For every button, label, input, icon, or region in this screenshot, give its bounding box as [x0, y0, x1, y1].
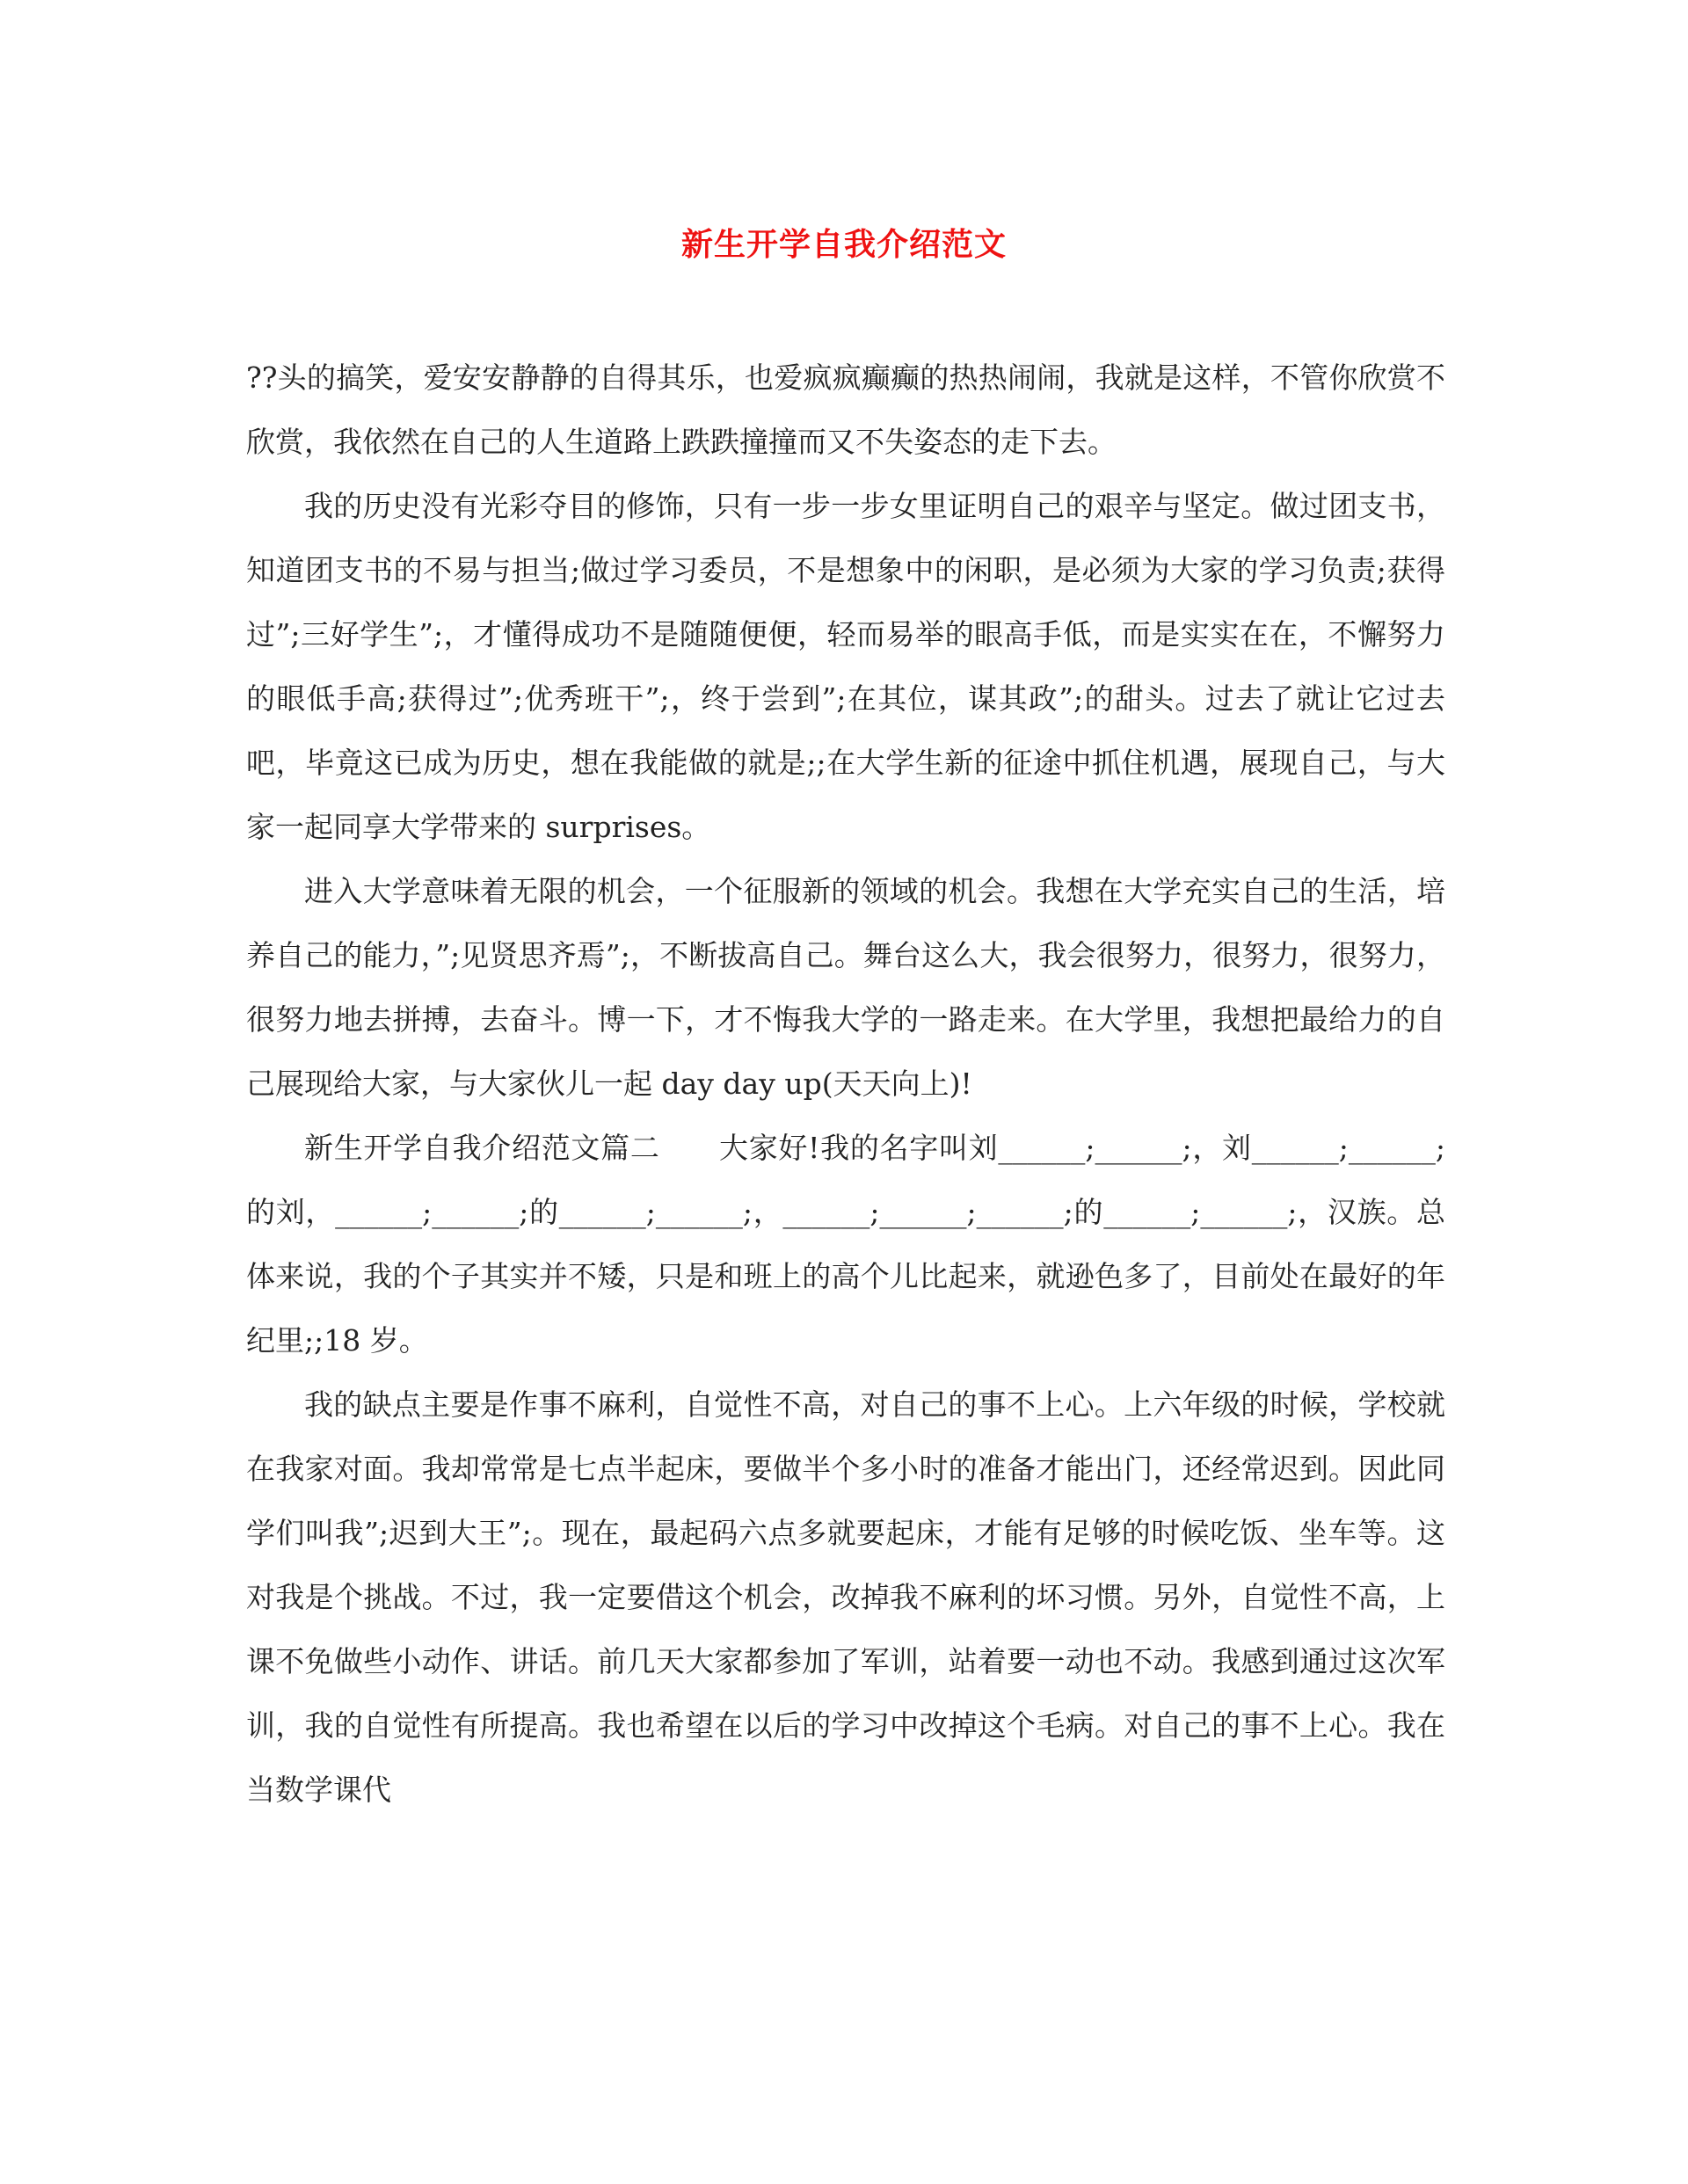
paragraph-1: ??头的搞笑，爱安安静静的自得其乐，也爱疯疯癫癫的热热闹闹，我就是这样，不管你欣赏不欣赏，我依然在自己的人生道路上跌跌撞撞而又不失姿态的走下去。 [246, 360, 1445, 459]
paragraph-2: 我的历史没有光彩夺目的修饰，只有一步一步女里证明自己的艰辛与坚定。做过团支书，知道团支书的不易与担当;做过学习委员，不是想象中的闲职，是必须为大家的学习负责;获得过”;三好学生”;，才懂得成功不是随随便便，轻而易举的眼高手低，而是实实在在，不懈努力的眼低手高;获得过”;优秀班干”;，终于尝到”;在其位，谋其政”;的甜头。过去了就让它过去吧，毕竟这已成为历史，想在我能做的就是;;在大学生新的征途中抓住机遇，展现自己，与大家一起同享大学带来的 surprises。 [246, 489, 1445, 844]
document-body [246, 346, 1445, 1822]
paragraph-3: 进入大学意味着无限的机会，一个征服新的领域的机会。我想在大学充实自己的生活，培养自己的能力，”;见贤思齐焉”;，不断拔高自己。舞台这么大，我会很努力，很努力，很努力，很努力地去拼搏，去奋斗。博一下，才不悔我大学的一路走来。在大学里，我想把最给力的自己展现给大家，与大家伙儿一起 day day up(天天向上)! [246, 874, 1445, 1101]
paragraph-5: 我的缺点主要是作事不麻利，自觉性不高，对自己的事不上心。上六年级的时候，学校就在我家对面。我却常常是七点半起床，要做半个多小时的准备才能出门，还经常迟到。因此同学们叫我”;迟到大王”;。现在，最起码六点多就要起床，才能有足够的时候吃饭、坐车等。这对我是个挑战。不过，我一定要借这个机会，改掉我不麻利的坏习惯。另外，自觉性不高，上课不免做些小动作、讲话。前几天大家都参加了军训，站着要一动也不动。我感到通过这次军训，我的自觉性有所提高。我也希望在以后的学习中改掉这个毛病。对自己的事不上心。我在当数学课代 [246, 1387, 1445, 1807]
paragraph-4: 新生开学自我介绍范文篇二 大家好!我的名字叫刘______;______;，刘______;______;的刘，______;______;的______;______;，______;______;______;的______;______;，汉族。总体来说，我的个子其实并不矮，只是和班上的高个儿比起来，就逊色多了，目前处在最好的年纪里;;18 岁。 [246, 1131, 1445, 1358]
document-title: 新生开学自我介绍范文 [680, 226, 1007, 263]
